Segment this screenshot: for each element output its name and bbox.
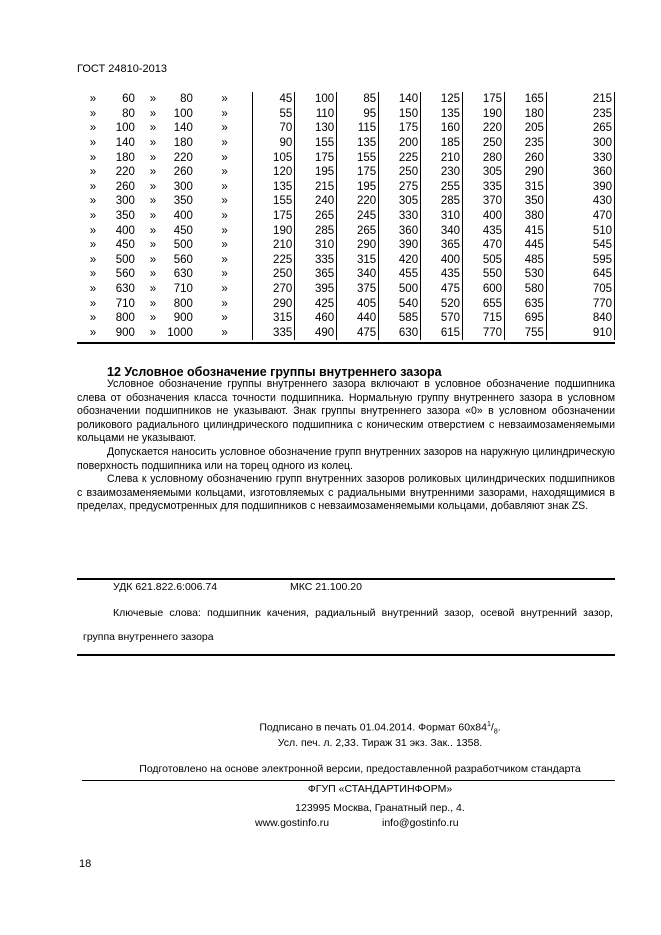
signed-to-print: Подписано в печать 01.04.2014. Формат $60х84^1/_8$.	[259, 721, 501, 736]
table-row	[77, 326, 615, 341]
table-cell: 510	[546, 223, 614, 238]
table-cell: 195	[295, 165, 337, 180]
paragraph-text: Условное обозначение группы внутреннего зазора включают в условное обозначение подшипника слева от обозначения класса точности подшипника. Нормальную группу внутреннего зазора в условном обозначении подшипников не указывают. Знак группы внутреннего зазора «0» в условном обозначении роликового радиального цилиндрического подшипника с коническим отверстием с невзаимозаменяемыми кольцами не указывают.	[77, 378, 615, 445]
table-cell: »	[149, 312, 157, 325]
table-cell: 190	[253, 223, 295, 238]
table-cell: 175	[379, 121, 421, 136]
table-cell: 215	[295, 180, 337, 195]
table-cell: »	[89, 268, 97, 281]
print-info: Усл. печ. л. 2,33. Тираж 31 экз. Зак.. 1358.	[277, 737, 483, 749]
table-cell: 335	[463, 180, 505, 195]
table-cell: 285	[295, 223, 337, 238]
table-row	[77, 209, 615, 224]
table-cell: 265	[295, 209, 337, 224]
paragraph-text: Слева к условному обозначению групп внутренних зазоров роликовых цилиндрических подшипников с взаимозаменяемыми кольцами, изготовляемых с радиальными внутренними зазорами, находящимися в пределах, предусмотренных для подшипников с невзаимозаменяемыми кольцами, добавляют знак ZS.	[77, 473, 615, 513]
table-cell: »	[149, 326, 157, 339]
table-cell: 645	[546, 267, 614, 282]
table-cell: 250	[463, 136, 505, 151]
table-cell: 350	[115, 210, 135, 223]
table-cell: »	[149, 122, 157, 135]
table-cell: 425	[295, 296, 337, 311]
table-cell: 240	[295, 194, 337, 209]
table-cell: 125	[421, 92, 463, 107]
table-cell: 475	[337, 326, 379, 341]
table-cell: »	[89, 122, 97, 135]
table-cell: 585	[379, 311, 421, 326]
table-cell: 500	[379, 282, 421, 297]
website-link[interactable]: www.gostinfo.ru	[255, 817, 330, 829]
table-cell: »	[221, 326, 228, 339]
table-cell: 115	[337, 121, 379, 136]
table-cell: »	[221, 268, 228, 281]
table-cell: 485	[505, 253, 547, 268]
table-cell: 595	[546, 253, 614, 268]
table-cell: 705	[546, 282, 614, 297]
table-row	[77, 107, 615, 122]
table-cell: »	[89, 93, 97, 106]
table-cell: 245	[337, 209, 379, 224]
table-cell: 395	[295, 282, 337, 297]
table-cell: 400	[463, 209, 505, 224]
table-cell: 105	[253, 150, 295, 165]
classification-bottom-rule	[77, 654, 615, 656]
table-cell: 340	[337, 267, 379, 282]
table-cell: 260	[115, 180, 135, 193]
table-cell: 560	[173, 253, 193, 266]
table-cell: 300	[546, 136, 614, 151]
format-numerator: 1	[486, 721, 491, 728]
table-cell: 630	[173, 268, 193, 281]
table-cell: 155	[295, 136, 337, 151]
table-cell: 570	[421, 311, 463, 326]
table-cell: 500	[173, 239, 193, 252]
table-cell: 100	[295, 92, 337, 107]
table-cell: 175	[253, 209, 295, 224]
table-cell: 220	[337, 194, 379, 209]
table-cell: 1000	[167, 326, 193, 339]
table-cell: 120	[253, 165, 295, 180]
table-cell: »	[149, 224, 157, 237]
table-row	[77, 267, 615, 282]
table-cell: 405	[337, 296, 379, 311]
table-cell: 770	[463, 326, 505, 341]
table-cell: 435	[421, 267, 463, 282]
table-cell: 220	[463, 121, 505, 136]
table-cell: 430	[546, 194, 614, 209]
table-cell: »	[89, 166, 97, 179]
table-cell: »	[221, 239, 228, 252]
table-cell: 80	[180, 93, 193, 106]
table-row	[77, 296, 615, 311]
table-cell: 300	[115, 195, 135, 208]
table-cell: 225	[253, 253, 295, 268]
table-cell: 100	[173, 107, 193, 120]
table-cell: 840	[546, 311, 614, 326]
table-cell: 255	[421, 180, 463, 195]
table-cell: »	[221, 224, 228, 237]
table-cell: 400	[173, 210, 193, 223]
table-cell: 200	[379, 136, 421, 151]
table-cell: 630	[115, 283, 135, 296]
table-cell: 365	[295, 267, 337, 282]
table-cell: 215	[546, 92, 614, 107]
table-cell: 755	[505, 326, 547, 341]
table-cell: 375	[337, 282, 379, 297]
table-cell: 275	[379, 180, 421, 195]
table-cell: 140	[173, 122, 193, 135]
table-cell: 310	[295, 238, 337, 253]
table-cell: 175	[337, 165, 379, 180]
table-cell: 110	[295, 107, 337, 122]
table-cell: 315	[253, 311, 295, 326]
table-cell: 290	[253, 296, 295, 311]
table-cell: »	[149, 210, 157, 223]
table-cell: »	[89, 151, 97, 164]
table-cell: 435	[463, 223, 505, 238]
table-cell: »	[149, 253, 157, 266]
table-cell: 400	[421, 253, 463, 268]
document-code: ГОСТ 24810-2013	[77, 63, 167, 75]
table-cell: 100	[115, 122, 135, 135]
publisher-address: 123995 Москва, Гранатный пер., 4.	[295, 802, 465, 814]
table-cell: 340	[421, 223, 463, 238]
table-cell: »	[149, 93, 157, 106]
table-cell: 710	[115, 297, 135, 310]
table-row	[77, 165, 615, 180]
table-cell: 195	[337, 180, 379, 195]
table-cell: 615	[421, 326, 463, 341]
table-cell: 225	[379, 150, 421, 165]
table-cell: 420	[379, 253, 421, 268]
table-cell: 230	[421, 165, 463, 180]
table-cell: 70	[253, 121, 295, 136]
table-cell: »	[89, 253, 97, 266]
table-row	[77, 238, 615, 253]
format-denominator: 8	[493, 728, 498, 736]
table-cell: 455	[379, 267, 421, 282]
table-cell: 315	[505, 180, 547, 195]
table-cell: »	[149, 151, 157, 164]
table-cell: 470	[463, 238, 505, 253]
table-cell: 45	[253, 92, 295, 107]
table-cell: 205	[505, 121, 547, 136]
table-cell: »	[89, 297, 97, 310]
table-row	[77, 180, 615, 195]
table-cell: 450	[115, 239, 135, 252]
table-cell: 695	[505, 311, 547, 326]
table-cell: 160	[421, 121, 463, 136]
table-cell: 800	[115, 312, 135, 325]
table-cell: 365	[421, 238, 463, 253]
table-cell: 560	[115, 268, 135, 281]
table-cell: »	[221, 151, 228, 164]
table-cell: 460	[295, 311, 337, 326]
table-cell: »	[89, 137, 97, 150]
table-cell: 390	[379, 238, 421, 253]
table-bottom-rule	[77, 342, 615, 344]
table-cell: »	[221, 195, 228, 208]
table-cell: 530	[505, 267, 547, 282]
table-cell: 470	[546, 209, 614, 224]
table-cell: 180	[173, 137, 193, 150]
table-cell: 305	[379, 194, 421, 209]
section-title: 12 Условное обозначение группы внутреннего зазора	[107, 365, 442, 379]
table-cell: »	[89, 224, 97, 237]
table-cell: 165	[505, 92, 547, 107]
table-row	[77, 194, 615, 209]
table-cell: 635	[505, 296, 547, 311]
table-cell: »	[89, 326, 97, 339]
table-cell: 190	[463, 107, 505, 122]
table-cell: 55	[253, 107, 295, 122]
table-cell: »	[149, 137, 157, 150]
table-cell: »	[221, 166, 228, 179]
table-cell: »	[221, 93, 228, 106]
table-cell: »	[149, 297, 157, 310]
clearance-table	[77, 92, 615, 340]
table-cell: 415	[505, 223, 547, 238]
table-cell: 545	[546, 238, 614, 253]
prepared-note: Подготовлено на основе электронной версии, предоставленной разработчиком стандарта	[139, 763, 581, 775]
table-row	[77, 282, 615, 297]
table-cell: 220	[115, 166, 135, 179]
paragraph	[77, 446, 615, 473]
email-link[interactable]: info@gostinfo.ru	[382, 817, 459, 829]
mks-code: МКС 21.100.20	[290, 581, 362, 593]
table-cell: 910	[546, 326, 614, 341]
table-cell: 260	[505, 150, 547, 165]
table-cell: 655	[463, 296, 505, 311]
table-cell: »	[89, 239, 97, 252]
table-cell: 150	[379, 107, 421, 122]
table-cell: 180	[505, 107, 547, 122]
table-cell: 710	[173, 283, 193, 296]
table-cell: 315	[337, 253, 379, 268]
table-cell: 155	[253, 194, 295, 209]
table-cell: »	[149, 195, 157, 208]
table-cell: 490	[295, 326, 337, 341]
table-cell: »	[89, 195, 97, 208]
table-cell: 600	[463, 282, 505, 297]
table-cell: »	[149, 239, 157, 252]
table-cell: »	[221, 122, 228, 135]
table-cell: 770	[546, 296, 614, 311]
table-row	[77, 223, 615, 238]
table-cell: 285	[421, 194, 463, 209]
table-cell: 265	[546, 121, 614, 136]
table-cell: 310	[421, 209, 463, 224]
table-cell: 175	[295, 150, 337, 165]
table-row	[77, 311, 615, 326]
table-cell: 135	[421, 107, 463, 122]
table-cell: 520	[421, 296, 463, 311]
table-row	[77, 253, 615, 268]
table-cell: »	[89, 180, 97, 193]
table-cell: 140	[379, 92, 421, 107]
table-cell: 250	[253, 267, 295, 282]
table-cell: »	[89, 107, 97, 120]
table-cell: 235	[505, 136, 547, 151]
keywords	[83, 601, 613, 649]
table-cell: 450	[173, 224, 193, 237]
table-cell: 900	[115, 326, 135, 339]
table-cell: 180	[115, 151, 135, 164]
paragraph-text: Допускается наносить условное обозначение групп внутренних зазоров на наружную цилиндрическую поверхность подшипника или на торец одного из колец.	[77, 446, 615, 472]
table-cell: »	[221, 210, 228, 223]
table-cell: »	[221, 312, 228, 325]
table-cell: 475	[421, 282, 463, 297]
table-cell: 130	[295, 121, 337, 136]
table-cell: 135	[253, 180, 295, 195]
publisher-name: ФГУП «СТАНДАРТИНФОРМ»	[307, 783, 453, 795]
table-cell: 210	[421, 150, 463, 165]
table-cell: 175	[463, 92, 505, 107]
table-cell: »	[149, 107, 157, 120]
table-cell: »	[221, 137, 228, 150]
table-cell: 330	[546, 150, 614, 165]
table-row	[77, 150, 615, 165]
table-cell: 580	[505, 282, 547, 297]
table-cell: 445	[505, 238, 547, 253]
table-cell: 90	[253, 136, 295, 151]
table-cell: »	[149, 180, 157, 193]
signed-text: Подписано в печать 01.04.2014. Формат 60х84	[259, 721, 487, 734]
table-cell: 290	[505, 165, 547, 180]
table-cell: 260	[173, 166, 193, 179]
table-row	[77, 92, 615, 107]
table-cell: 400	[115, 224, 135, 237]
table-cell: »	[89, 312, 97, 325]
table-cell: 350	[173, 195, 193, 208]
table-row	[77, 121, 615, 136]
keywords-text: Ключевые слова: подшипник качения, радиальный внутренний зазор, осевой внутренний зазор, группа внутреннего зазора	[83, 607, 613, 643]
table-cell: 370	[463, 194, 505, 209]
table-cell: »	[221, 180, 228, 193]
paragraph	[77, 378, 615, 446]
table-cell: 95	[337, 107, 379, 122]
table-cell: 220	[173, 151, 193, 164]
table-cell: 210	[253, 238, 295, 253]
table-cell: 290	[337, 238, 379, 253]
table-cell: 135	[337, 136, 379, 151]
table-cell: 270	[253, 282, 295, 297]
table-cell: 335	[295, 253, 337, 268]
udk-code: УДК 621.822.6:006.74	[113, 581, 218, 593]
table-cell: »	[149, 166, 157, 179]
imprint-rule	[82, 780, 615, 781]
table-cell: »	[221, 107, 228, 120]
table-cell: »	[221, 283, 228, 296]
table-cell: 155	[337, 150, 379, 165]
table-cell: »	[149, 268, 157, 281]
table-row	[77, 136, 615, 151]
table-cell: 140	[115, 137, 135, 150]
table-cell: 335	[253, 326, 295, 341]
table-cell: »	[221, 297, 228, 310]
table-cell: 280	[463, 150, 505, 165]
table-cell: 85	[337, 92, 379, 107]
table-cell: »	[149, 283, 157, 296]
table-cell: 440	[337, 311, 379, 326]
table-cell: 185	[421, 136, 463, 151]
table-cell: 250	[379, 165, 421, 180]
table-cell: »	[89, 283, 97, 296]
table-cell: 500	[115, 253, 135, 266]
table-cell: 505	[463, 253, 505, 268]
table-cell: 265	[337, 223, 379, 238]
table-cell: 330	[379, 209, 421, 224]
table-cell: 550	[463, 267, 505, 282]
table-cell: 350	[505, 194, 547, 209]
table-cell: »	[221, 253, 228, 266]
table-cell: 390	[546, 180, 614, 195]
table-cell: 800	[173, 297, 193, 310]
table-cell: 235	[546, 107, 614, 122]
page-number: 18	[79, 858, 92, 870]
paragraph	[77, 473, 615, 514]
table-cell: 540	[379, 296, 421, 311]
classification-top-rule	[77, 578, 615, 580]
table-cell: 80	[122, 107, 135, 120]
table-cell: 900	[173, 312, 193, 325]
table-cell: 360	[379, 223, 421, 238]
table-cell: 360	[546, 165, 614, 180]
table-cell: 300	[173, 180, 193, 193]
table-cell: 305	[463, 165, 505, 180]
table-cell: »	[89, 210, 97, 223]
table-cell: 715	[463, 311, 505, 326]
table-cell: 60	[122, 93, 135, 106]
table-cell: 630	[379, 326, 421, 341]
table-cell: 380	[505, 209, 547, 224]
